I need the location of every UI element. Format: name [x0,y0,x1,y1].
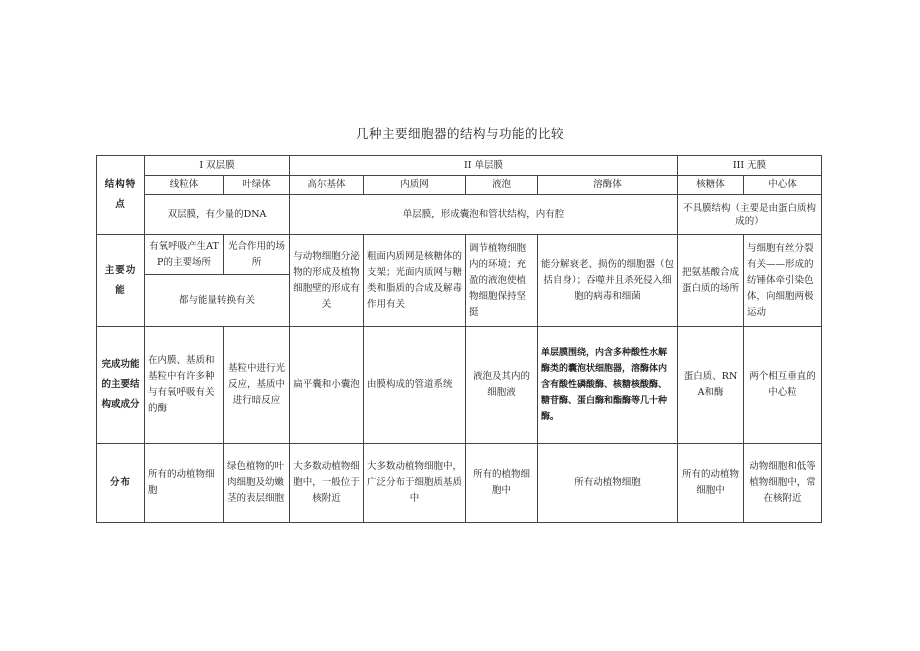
function-mitochondrion: 有氧呼吸产生ATP的主要场所 [145,235,224,275]
function-centrosome: 与细胞有丝分裂有关——形成的纺锤体牵引染色体，向细胞两极运动 [744,235,822,327]
components-ribosome: 蛋白质、RNA和酶 [678,327,744,444]
row-header-components [97,327,145,444]
col-er: 内质网 [364,176,466,195]
distribution-vacuole: 所有的植物细胞中 [466,444,538,523]
col-mitochondrion: 线粒体 [145,176,224,195]
components-vacuole: 液泡及其内的细胞液 [466,327,538,444]
function-chloroplast: 光合作用的场所 [224,235,290,275]
distribution-mitochondrion: 所有的动植物细胞 [145,444,224,523]
function-golgi: 与动物细胞分泌物的形成及植物细胞壁的形成有关 [290,235,364,327]
function-er: 粗面内质网是核糖体的支架；光面内质网与糖类和脂质的合成及解毒作用有关 [364,235,466,327]
components-lysosome: 单层膜围绕，内含多种酸性水解酶类的囊泡状细胞器，溶酶体内含有酸性磷酸酶、核糖核酸酶、糖苷酶、蛋白酶和酯酶等几十种酶。 [538,327,678,444]
group-double-membrane: I 双层膜 [145,156,290,176]
distribution-er: 大多数动植物细胞中，广泛分布于细胞质基质中 [364,444,466,523]
structure-double: 双层膜，有少量的DNA [145,195,290,235]
row-header-structure-label: 结构特点 [104,179,137,210]
distribution-centrosome: 动物细胞和低等植物细胞中，常在核附近 [744,444,822,523]
col-centrosome: 中心体 [744,176,822,195]
distribution-ribosome: 所有的动植物细胞中 [678,444,744,523]
components-golgi: 扁平囊和小囊泡 [290,327,364,444]
col-vacuole: 液泡 [466,176,538,195]
row-header-distribution [97,444,145,523]
function-ribosome: 把氨基酸合成蛋白质的场所 [678,235,744,327]
col-chloroplast: 叶绿体 [224,176,290,195]
group-single-membrane: II 单层膜 [290,156,678,176]
row-header-components-label: 完成功能的主要结构或成分 [101,359,140,410]
components-er: 由膜构成的管道系统 [364,327,466,444]
col-golgi: 高尔基体 [290,176,364,195]
function-double-common: 都与能量转换有关 [145,275,290,327]
components-centrosome: 两个相互垂直的中心粒 [744,327,822,444]
components-mitochondrion: 在内膜、基质和基粒中有许多种与有氧呼吸有关的酶 [145,327,224,444]
distribution-chloroplast: 绿色植物的叶肉细胞及幼嫩茎的表层细胞 [224,444,290,523]
distribution-lysosome: 所有动植物细胞 [538,444,678,523]
row-header-distribution-label: 分布 [109,477,131,488]
structure-single: 单层膜，形成囊泡和管状结构，内有腔 [290,195,678,235]
group-no-membrane: III 无膜 [678,156,822,176]
document-title: 几种主要细胞器的结构与功能的比较 [355,126,564,141]
organelle-comparison-table [96,155,822,523]
row-header-function [97,235,145,327]
row-header-structure [97,156,145,235]
col-lysosome: 溶酶体 [538,176,678,195]
components-chloroplast: 基粒中进行光反应，基质中进行暗反应 [224,327,290,444]
structure-none: 不具膜结构（主要是由蛋白质构成的） [678,195,822,235]
function-vacuole: 调节植物细胞内的环境；充盈的液泡使植物细胞保持坚挺 [466,235,538,327]
function-lysosome: 能分解衰老、损伤的细胞器（包括自身）；吞噬并且杀死侵入细胞的病毒和细菌 [538,235,678,327]
row-header-function-label: 主要功能 [104,264,137,296]
col-ribosome: 核糖体 [678,176,744,195]
distribution-golgi: 大多数动植物细胞中，一般位于核附近 [290,444,364,523]
